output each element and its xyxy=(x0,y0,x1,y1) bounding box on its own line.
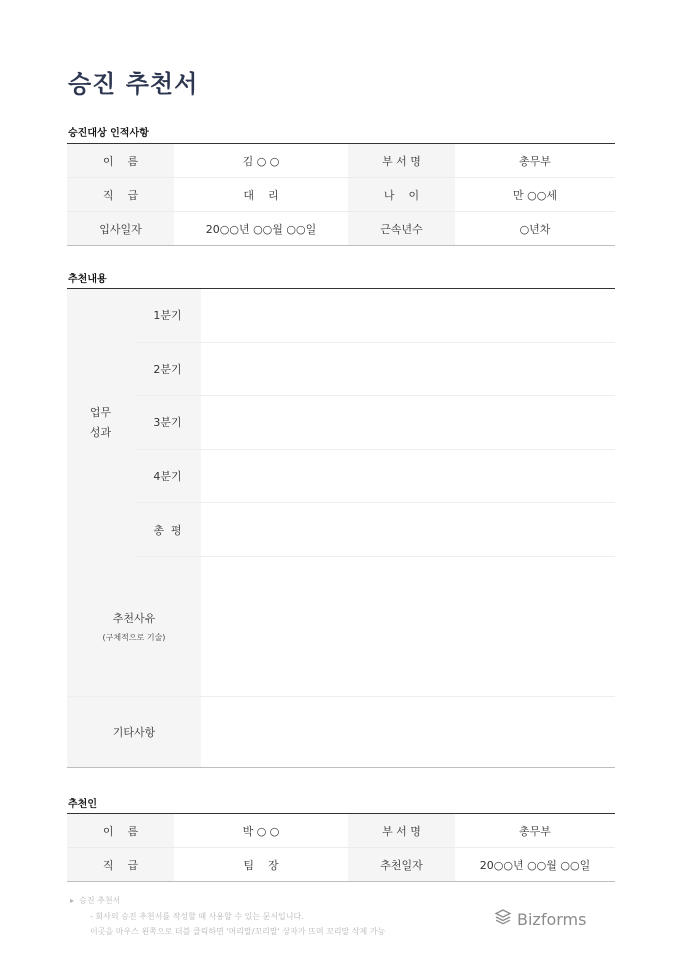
quarter-2-label: 2분기 xyxy=(134,342,201,396)
rank-label: 직 급 xyxy=(67,178,174,212)
quarter-2-input[interactable] xyxy=(201,342,615,396)
reason-label-text: 추천사유 xyxy=(112,611,156,625)
content-section-heading: 추천내용 xyxy=(68,274,107,285)
footer-notes[interactable] xyxy=(70,893,385,940)
hire-date-label: 입사일자 xyxy=(67,212,174,246)
table-row xyxy=(67,396,615,450)
reason-sub-label: (구체적으로 기술) xyxy=(102,632,166,642)
recommendation-date-value[interactable]: 20○○년 ○○월 ○○일 xyxy=(479,858,591,872)
rank-value[interactable]: 대 리 xyxy=(174,178,348,212)
quarter-4-label: 4분기 xyxy=(134,449,201,503)
name-value[interactable]: 김 ○ ○ xyxy=(174,144,348,178)
recommender-department-value[interactable]: 총무부 xyxy=(455,814,615,848)
other-notes-label: 기타사항 xyxy=(67,696,201,767)
target-section-heading: 승진대상 인적사항 xyxy=(68,128,149,139)
quarter-3-label: 3분기 xyxy=(134,396,201,450)
table-row xyxy=(67,503,615,557)
performance-label-line1: 업무 xyxy=(89,405,112,419)
layers-icon xyxy=(494,908,512,930)
recommender-section-heading: 추천인 xyxy=(68,799,97,810)
target-info-table xyxy=(67,143,615,246)
reason-input[interactable] xyxy=(201,556,615,696)
notes-description: - 회사의 승진 추천서를 작성할 때 사용할 수 있는 문서입니다. xyxy=(90,911,304,921)
table-row xyxy=(67,212,615,246)
recommender-rank-value[interactable]: 팀 장 xyxy=(243,858,279,872)
overall-review-label: 총 평 xyxy=(134,503,201,557)
logo-text: Bizforms xyxy=(517,909,587,929)
department-value[interactable]: 총무부 xyxy=(455,144,615,178)
tenure-label: 근속년수 xyxy=(348,212,455,246)
reason-label xyxy=(67,556,201,696)
table-row xyxy=(67,814,615,848)
table-row xyxy=(67,178,615,212)
recommender-rank-label: 직 급 xyxy=(67,848,174,882)
recommender-name-label: 이 름 xyxy=(67,814,174,848)
recommendation-content-table xyxy=(67,288,615,768)
notes-title: ▸ 승진 추천서 xyxy=(70,896,121,905)
performance-label xyxy=(67,289,134,557)
overall-review-input[interactable] xyxy=(201,503,615,557)
document-title: 승진 추천서 xyxy=(68,70,199,98)
table-row xyxy=(67,342,615,396)
table-row xyxy=(67,696,615,767)
performance-label-line2: 성과 xyxy=(89,425,112,439)
quarter-3-input[interactable] xyxy=(201,396,615,450)
table-row xyxy=(67,289,615,343)
hire-date-value[interactable]: 20○○년 ○○월 ○○일 xyxy=(205,222,317,236)
quarter-1-input[interactable] xyxy=(201,289,615,343)
quarter-4-input[interactable] xyxy=(201,449,615,503)
recommender-table xyxy=(67,813,615,882)
quarter-1-label: 1분기 xyxy=(134,289,201,343)
other-notes-input[interactable] xyxy=(201,696,615,767)
department-label: 부 서 명 xyxy=(348,144,455,178)
bizforms-logo xyxy=(494,908,586,930)
table-row xyxy=(67,144,615,178)
notes-instruction: 이곳을 마우스 왼쪽으로 더블 클릭하면 '머리말/꼬리말' 상자가 뜨며 꼬리말 삭제 가능 xyxy=(90,927,386,936)
table-row xyxy=(67,848,615,882)
table-row xyxy=(67,449,615,503)
age-value[interactable]: 만 ○○세 xyxy=(455,178,615,212)
recommendation-date-label: 추천일자 xyxy=(348,848,455,882)
name-label: 이 름 xyxy=(67,144,174,178)
recommender-name-value[interactable]: 박 ○ ○ xyxy=(174,814,348,848)
recommender-department-label: 부 서 명 xyxy=(348,814,455,848)
age-label: 나 이 xyxy=(348,178,455,212)
tenure-value[interactable]: ○년차 xyxy=(519,222,551,236)
table-row xyxy=(67,556,615,696)
